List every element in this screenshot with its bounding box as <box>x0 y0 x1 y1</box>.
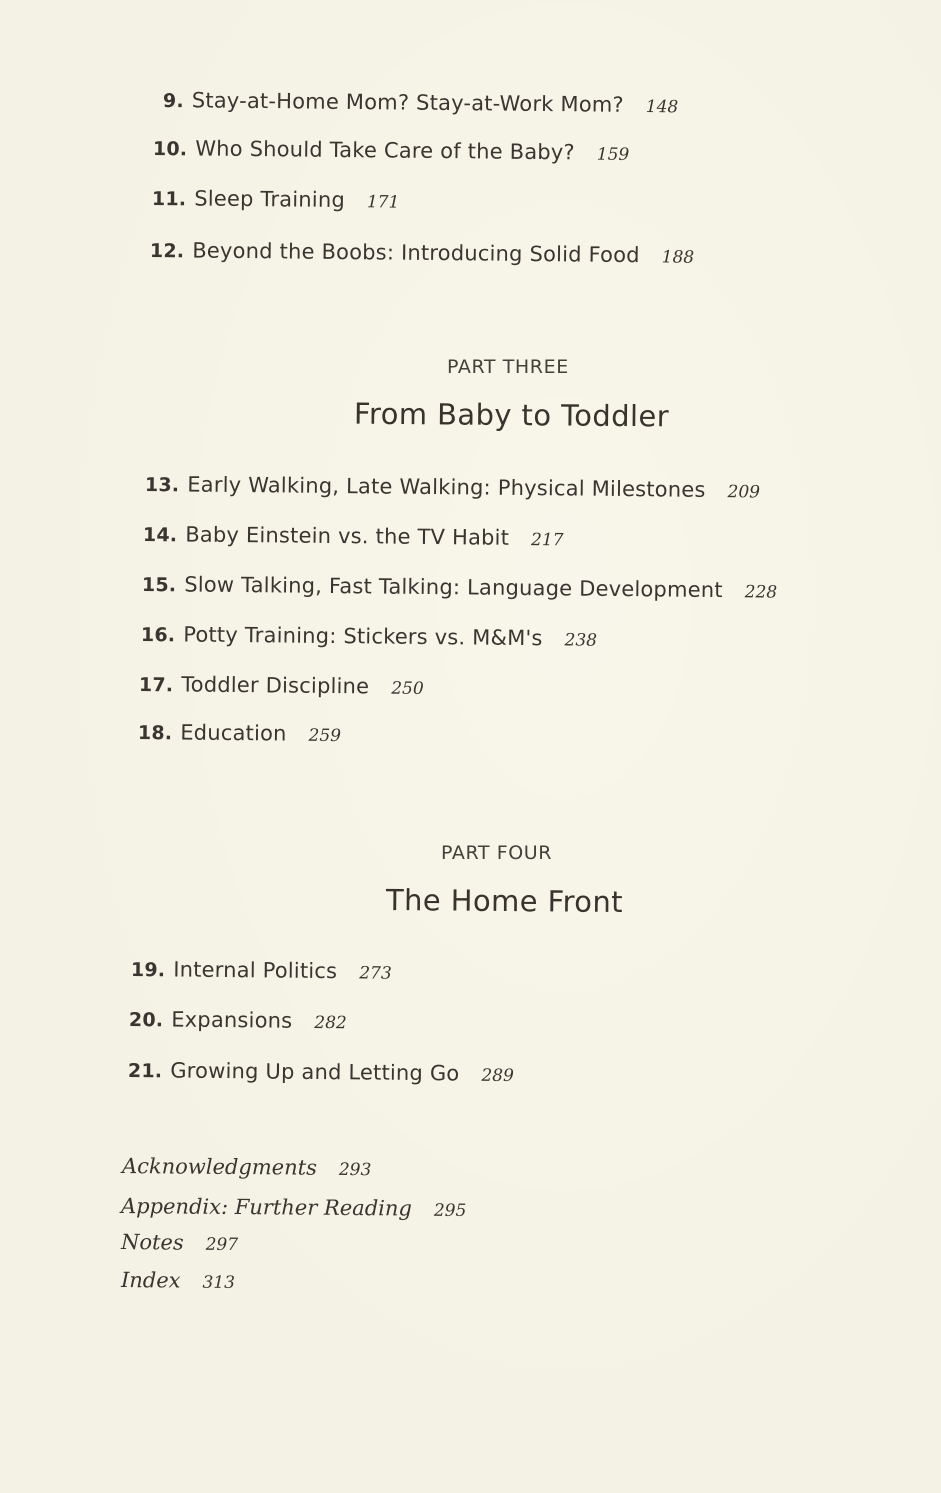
page-number: 295 <box>433 1200 467 1222</box>
chapter-number: 18. <box>137 722 173 745</box>
back-matter-title: Acknowledgments <box>121 1154 318 1180</box>
page-number: 273 <box>359 963 392 984</box>
page-number: 313 <box>202 1272 236 1293</box>
page-number: 238 <box>564 630 598 651</box>
chapter-title: Internal Politics <box>173 957 338 984</box>
chapter-title: Toddler Discipline <box>181 672 370 699</box>
page-number: 148 <box>645 97 679 118</box>
chapter-title: Who Should Take Care of the Baby? <box>195 136 575 165</box>
part-title: From Baby to Toddler <box>353 396 670 434</box>
toc-entry <box>153 134 630 169</box>
chapter-number: 14. <box>142 524 178 547</box>
toc-entry <box>131 955 392 988</box>
toc-entry <box>150 236 694 272</box>
toc-entry <box>152 184 400 217</box>
toc-entry <box>129 1005 347 1037</box>
chapter-number: 19. <box>130 959 166 982</box>
page-number: 188 <box>661 247 695 268</box>
chapter-number: 10. <box>152 138 188 161</box>
chapter-number: 20. <box>128 1009 164 1032</box>
chapter-title: Sleep Training <box>194 186 346 213</box>
page-number: 293 <box>338 1159 372 1181</box>
page-number: 297 <box>205 1234 239 1256</box>
page-number: 259 <box>308 725 342 747</box>
chapter-title: Growing Up and Letting Go <box>170 1058 460 1086</box>
toc-entry <box>138 718 341 750</box>
chapter-title: Education <box>180 720 287 746</box>
chapter-number: 17. <box>138 674 174 697</box>
chapter-title: Potty Training: Stickers vs. M&M's <box>183 622 543 651</box>
chapter-number: 9. <box>162 90 184 113</box>
back-matter-entry <box>121 1192 467 1225</box>
back-matter-entry <box>122 1152 372 1184</box>
toc-entry <box>145 470 760 506</box>
chapter-title: Early Walking, Late Walking: Physical Milestones <box>187 472 706 502</box>
chapter-title: Slow Talking, Fast Talking: Language Development <box>184 572 723 603</box>
chapter-number: 11. <box>151 188 187 211</box>
back-matter-entry <box>121 1228 238 1259</box>
toc-entry <box>128 1056 514 1090</box>
toc-entry <box>143 520 564 554</box>
page-number: 171 <box>366 192 400 213</box>
chapter-title: Expansions <box>171 1007 293 1033</box>
chapter-title: Stay-at-Home Mom? Stay-at-Work Mom? <box>191 88 624 117</box>
toc-entry <box>139 670 424 703</box>
page-number: 228 <box>744 582 778 603</box>
chapter-number: 12. <box>149 240 185 263</box>
part-label: PART THREE <box>447 356 569 378</box>
chapter-title: Baby Einstein vs. the TV Habit <box>185 522 510 550</box>
back-matter-title: Index <box>120 1268 181 1293</box>
back-matter-entry <box>121 1266 235 1297</box>
chapter-title: Beyond the Boobs: Introducing Solid Food <box>192 238 640 268</box>
chapter-number: 15. <box>141 574 177 597</box>
back-matter-title: Notes <box>120 1230 184 1255</box>
chapter-number: 16. <box>140 624 176 647</box>
page-number: 159 <box>596 144 630 165</box>
back-matter-title: Appendix: Further Reading <box>120 1194 412 1221</box>
page-number: 289 <box>481 1065 514 1087</box>
part-title: The Home Front <box>385 882 624 920</box>
page-number: 250 <box>391 678 424 699</box>
chapter-number: 21. <box>127 1060 163 1083</box>
page-number: 209 <box>727 482 761 503</box>
page-number: 217 <box>530 530 564 551</box>
page-number: 282 <box>314 1012 347 1034</box>
toc-entry <box>141 620 597 655</box>
toc-entry <box>142 570 777 607</box>
chapter-number: 13. <box>144 474 180 497</box>
toc-entry <box>163 86 679 121</box>
part-label: PART FOUR <box>441 842 553 864</box>
